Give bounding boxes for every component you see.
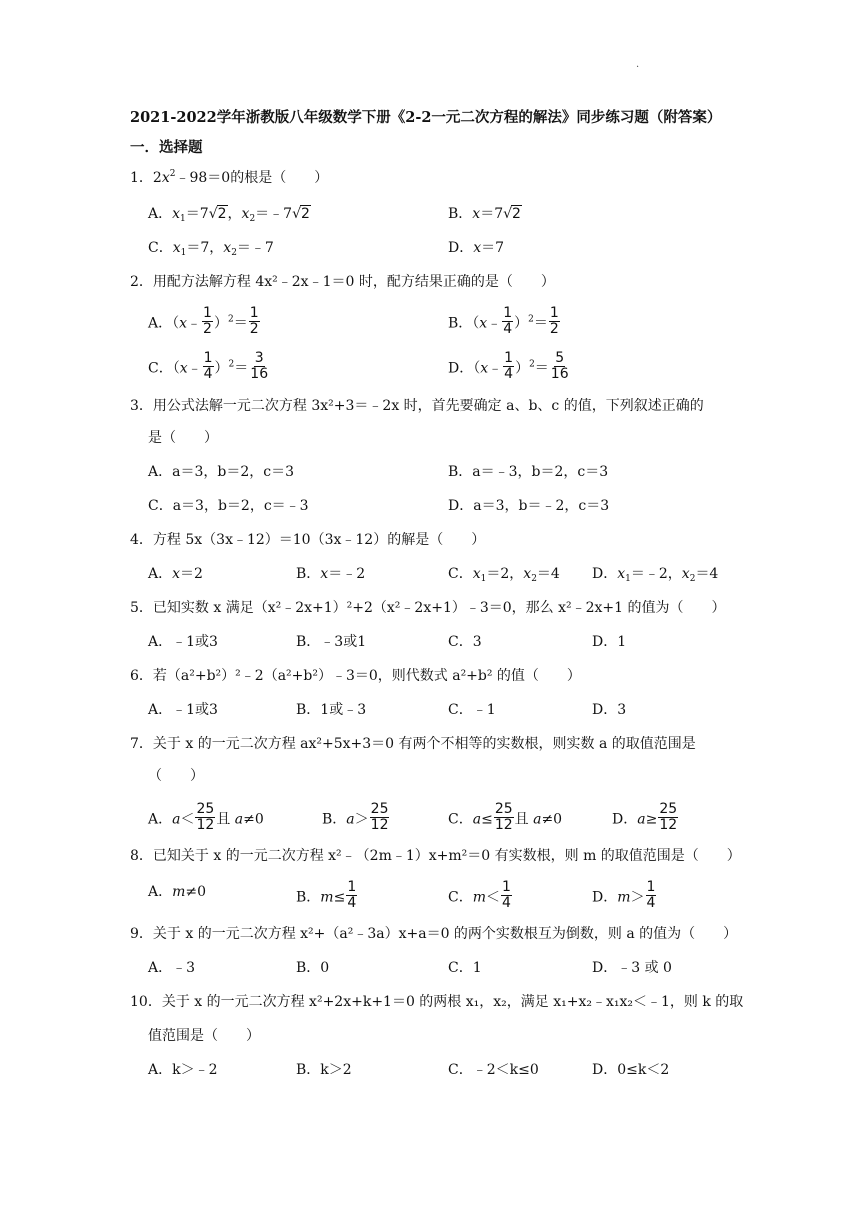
question-7-line-2: （ ） bbox=[148, 768, 204, 784]
q2-option-d: D．（x﹣ $\frac{1}{4}$ ）$^2$＝ $\frac{5}{16}$ bbox=[448, 350, 569, 382]
q2-option-c: C．（x﹣ $\frac{1}{4}$ ）$^2$＝ $\frac{3}{16}$ bbox=[148, 350, 269, 382]
q4-option-b: B．x＝﹣2 bbox=[296, 566, 366, 582]
q10-option-d: D．0≤k＜2 bbox=[592, 1062, 670, 1078]
q5-option-a: A．﹣1或3 bbox=[148, 634, 218, 650]
q2-option-a: A．（x﹣ $\frac{1}{2}$ ）$^2$＝ $\frac{1}{2}$ bbox=[148, 305, 259, 337]
q3-option-b: B．a＝﹣3，b＝2，c＝3 bbox=[448, 464, 609, 480]
q9-option-c: C．1 bbox=[448, 960, 482, 976]
q8-option-b: B．m≤ $\frac{1}{4}$ bbox=[296, 879, 357, 911]
q8-option-c: C．m＜ $\frac{1}{4}$ bbox=[448, 879, 511, 911]
q9-option-b: B．0 bbox=[296, 960, 330, 976]
question-10-line-2: 值范围是（ ） bbox=[148, 1028, 260, 1044]
question-7-line-1: 7．关于 x 的一元二次方程 ax²+5x+3＝0 有两个不相等的实数根，则实数 a 的取值范围是 bbox=[130, 736, 696, 752]
q5-option-d: D．1 bbox=[592, 634, 627, 650]
q1-option-b: B．x＝7√2 bbox=[448, 206, 521, 222]
q8-option-a: A．m≠0 bbox=[148, 884, 207, 900]
question-1: 1．$2x^2﹣98=0$的根是（ ） bbox=[130, 169, 329, 186]
q6-option-c: C．﹣1 bbox=[448, 702, 496, 718]
question-3-line-1: 3．用公式法解一元二次方程 3x²+3＝﹣2x 时，首先要确定 a、b、c 的值，下列叙述正确的 bbox=[130, 398, 704, 414]
question-2: 2．用配方法解方程 4x²﹣2x﹣1＝0 时，配方结果正确的是（ ） bbox=[130, 274, 555, 290]
q7-option-a: A．a＜ $\frac{25}{12}$ 且 a≠0 bbox=[148, 801, 264, 833]
q3-option-d: D．a＝3，b＝﹣2，c＝3 bbox=[448, 498, 610, 514]
question-8: 8．已知关于 x 的一元二次方程 x²﹣（2m﹣1）x+m²＝0 有实数根，则 m 的取值范围是（ ） bbox=[130, 848, 741, 864]
question-4: 4．方程 5x（3x﹣12）＝10（3x﹣12）的解是（ ） bbox=[130, 532, 486, 548]
question-9: 9．关于 x 的一元二次方程 x²+（a²﹣3a）x+a＝0 的两个实数根互为倒数，则 a 的值为（ ） bbox=[130, 926, 738, 942]
q7-option-d: D．a≥ $\frac{25}{12}$ bbox=[612, 801, 678, 833]
header-mark: · bbox=[636, 62, 640, 73]
q3-option-c: C．a＝3，b＝2，c＝﹣3 bbox=[148, 498, 309, 514]
q10-option-c: C．﹣2＜k≤0 bbox=[448, 1062, 539, 1078]
q9-option-a: A．﹣3 bbox=[148, 960, 196, 976]
q10-option-a: A．k＞﹣2 bbox=[148, 1062, 218, 1078]
question-3-line-2: 是（ ） bbox=[148, 430, 218, 446]
q2-option-b: B．（x﹣ $\frac{1}{4}$ ）$^2$＝ $\frac{1}{2}$ bbox=[448, 305, 559, 337]
q6-option-d: D．3 bbox=[592, 702, 627, 718]
page-title: 2021-2022学年浙教版八年级数学下册《2-2一元二次方程的解法》同步练习题（附答案） bbox=[130, 109, 722, 126]
question-6: 6．若（a²+b²）²﹣2（a²+b²）﹣3＝0，则代数式 a²+b² 的值（ ） bbox=[130, 668, 581, 684]
q1-option-d: D．x＝7 bbox=[448, 240, 505, 256]
q6-option-b: B．1或﹣3 bbox=[296, 702, 367, 718]
q6-option-a: A．﹣1或3 bbox=[148, 702, 218, 718]
q7-option-b: B．a＞ $\frac{25}{12}$ bbox=[322, 801, 389, 833]
q5-option-c: C．3 bbox=[448, 634, 482, 650]
q7-option-c: C．a≤ $\frac{25}{12}$ 且 a≠0 bbox=[448, 801, 563, 833]
q9-option-d: D．﹣3 或 0 bbox=[592, 960, 672, 976]
question-5: 5．已知实数 x 满足（x²﹣2x+1）²+2（x²﹣2x+1）﹣3＝0，那么 x²﹣2x+1 的值为（ ） bbox=[130, 600, 726, 616]
q4-option-a: A．x＝2 bbox=[148, 566, 203, 582]
question-10-line-1: 10．关于 x 的一元二次方程 x²+2x+k+1＝0 的两根 x₁，x₂，满足 x₁+x₂﹣x₁x₂＜﹣1，则 k 的取 bbox=[130, 994, 744, 1010]
q10-option-b: B．k＞2 bbox=[296, 1062, 352, 1078]
q4-option-d: D．$x_1=﹣2$，$x_2=4$ bbox=[592, 566, 719, 584]
q1-option-c: C．$x_1=7$，$x_2=﹣7$ bbox=[148, 240, 274, 258]
q4-option-c: C．$x_1=2$，$x_2=4$ bbox=[448, 566, 560, 584]
q5-option-b: B．﹣3或1 bbox=[296, 634, 367, 650]
q8-option-d: D．m＞ $\frac{1}{4}$ bbox=[592, 879, 656, 911]
section-heading: 一．选择题 bbox=[130, 139, 203, 156]
q1-option-a: A．$x_1=7√2$，$x_2=﹣7√2$ bbox=[148, 206, 310, 224]
q3-option-a: A．a＝3，b＝2，c＝3 bbox=[148, 464, 294, 480]
